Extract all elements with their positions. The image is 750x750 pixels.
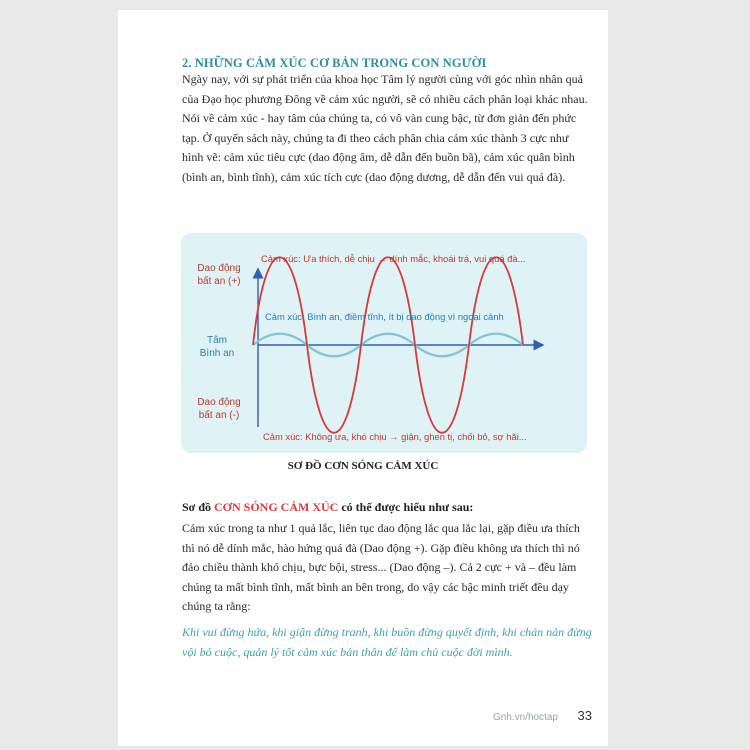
label-negative-line1: Dao động [197,397,241,408]
label-positive-line1: Dao động [197,263,241,274]
diagram-caption: SƠ ĐỒ CƠN SÓNG CẢM XÚC [287,460,439,472]
footer-website: Gnh.vn/hoctap [492,712,558,723]
explanation-prefix: Sơ đồ [182,500,214,514]
explanation-highlight: CƠN SÓNG CẢM XÚC [214,500,339,514]
explanation-heading [182,500,473,515]
explanation-suffix: có thể được hiểu như sau: [338,500,474,514]
label-center-line2: Bình an [199,348,235,359]
wave-svg [181,233,587,453]
label-negative-line2: bất an (-) [198,410,240,421]
emotion-wave-diagram [181,233,587,453]
bottom-emotion-text: Cảm xúc: Không ưa, khó chịu → giận, ghen tị, chối bỏ, sợ hãi... [263,431,527,442]
section-title: 2. NHỮNG CẢM XÚC CƠ BẢN TRONG CON NGƯỜI [182,56,487,70]
quote-paragraph: Khi vui đừng hứa, khi giận đừng tranh, khi buồn đừng quyết định, khi chán nản đừng vội bỏ cuộc, quản lý tốt cảm xúc bản thân để làm chủ cuộc đời mình. [182,625,592,659]
top-emotion-text: Cảm xúc: Ưa thích, dễ chịu → dính mắc, khoái trá, vui quá đà... [261,253,526,264]
label-positive-line2: bất an (+) [197,276,241,287]
label-center-line1: Tâm [207,335,227,346]
explanation-paragraph: Cảm xúc trong ta như 1 quả lắc, liên tục dao động lắc qua lắc lại, gặp điều ưa thích thì nó dễ dính mắc, hào hứng quá đà (Dao động +). Gặp điều không ưa thích thì nó đảo chiều thành khó chịu, bực bội, stress... (Dao động –). Cả 2 cực + và – đều làm chúng ta mất bình tĩnh, mất bình an bên trong, do vậy các bậc minh triết đều dạy chúng ta rằng: [182,521,580,613]
book-page [118,10,608,746]
intro-paragraph: Ngày nay, với sự phát triển của khoa học Tâm lý người cùng với góc nhìn nhân quả của Đạo học phương Đông về cảm xúc người, sẽ có nhiều cách phân loại khác nhau. Nói về cảm xúc - hay tâm của chúng ta, có vô vàn cung bậc, từ đơn giản đến phức tạp. Ở quyển sách này, chúng ta đi theo cách phân chia cảm xúc thành 3 cực như hình vẽ: cảm xúc tiêu cực (dao động âm, dễ dẫn đến buồn bã), cảm xúc quân bình (bình an, bình tĩnh), cảm xúc tích cực (dao động dương, dễ dẫn đến vui quá đà). [182,72,588,184]
page-number: 33 [577,708,592,723]
middle-emotion-text: Cảm xúc: Bình an, điềm tĩnh, ít bị dao động vì ngoại cảnh [265,311,504,322]
